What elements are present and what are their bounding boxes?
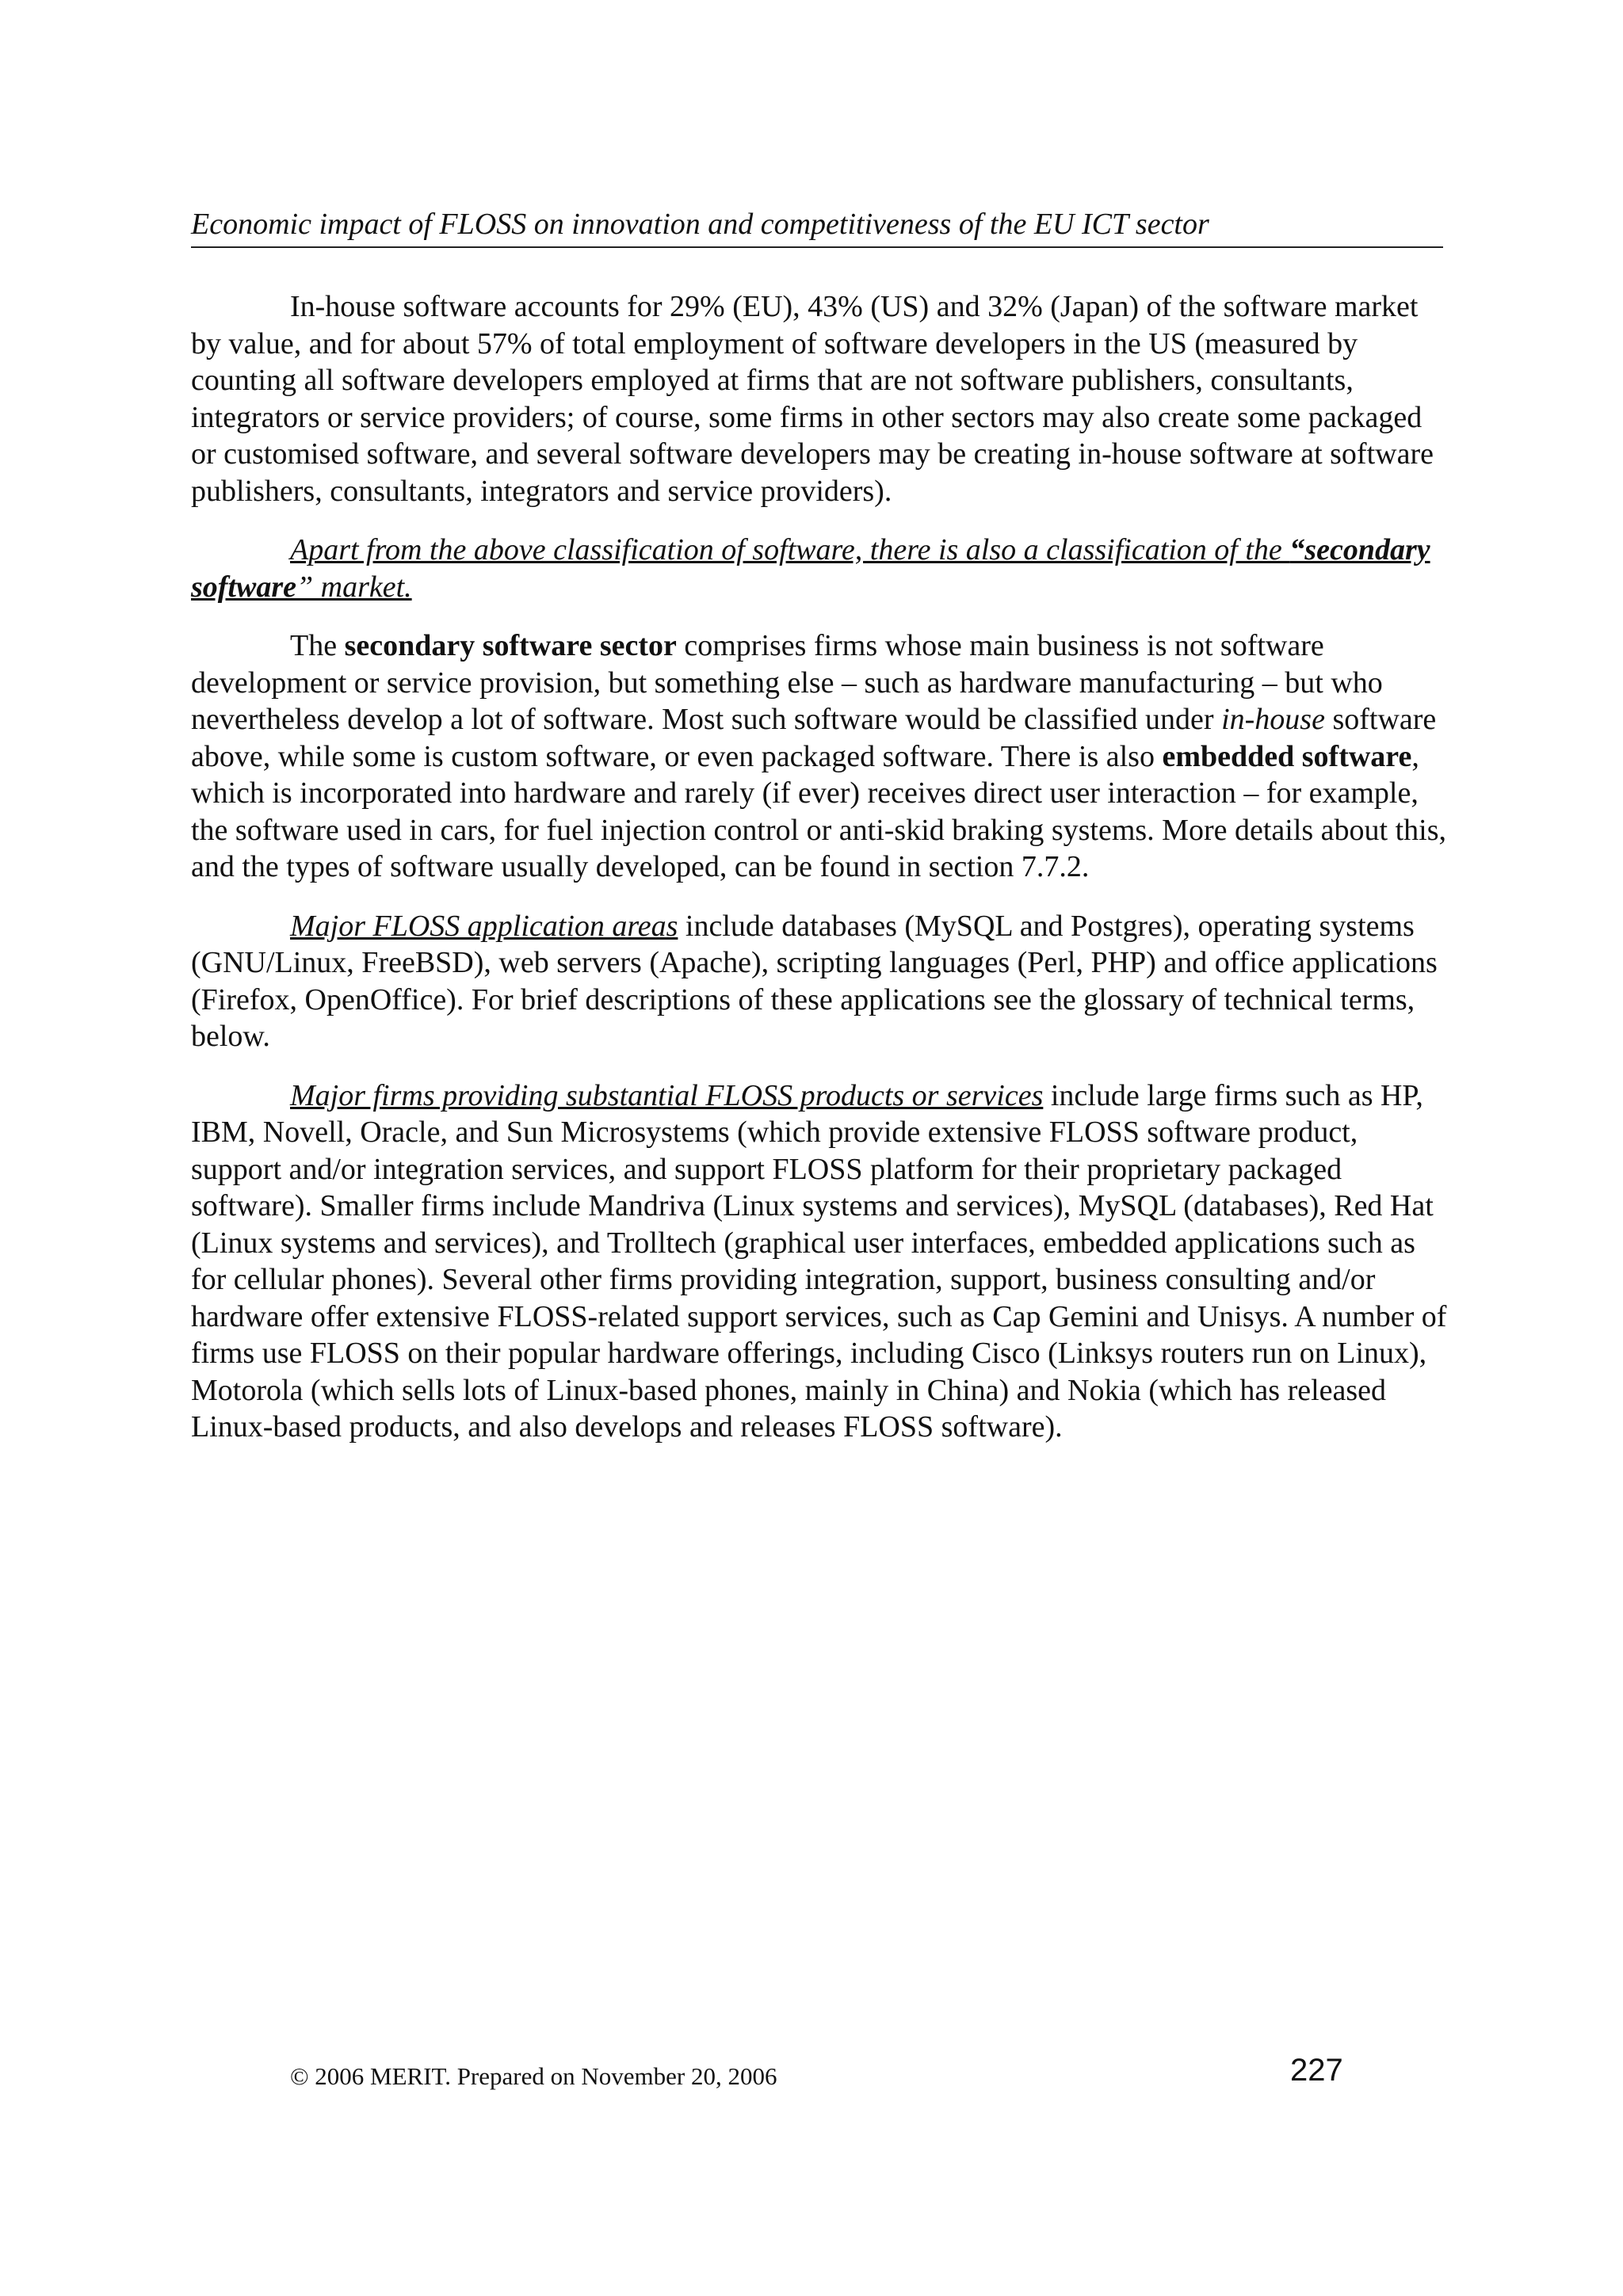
- text-run: The: [290, 629, 345, 662]
- classification-tail: ” market.: [296, 570, 412, 604]
- text-run: software above, while some is custom software, or even packaged software. There is also: [191, 703, 1437, 773]
- paragraph-major-firms: [191, 1077, 1447, 1446]
- in-house-term: in-house: [1221, 703, 1325, 736]
- text-run: comprises firms whose main business is not software development or service provision, but something else – such as hardware manufacturing – but who nevertheless develop a lot of software. Most such software would be classified under: [191, 629, 1383, 736]
- running-header: Economic impact of FLOSS on innovation and competitiveness of the EU ICT sector: [191, 204, 1443, 248]
- application-areas-lead: Major FLOSS application areas: [290, 909, 678, 943]
- page-number: 227: [1290, 2053, 1343, 2088]
- major-firms-lead: Major firms providing substantial FLOSS products or services: [290, 1078, 1044, 1112]
- embedded-software-term: embedded software: [1162, 739, 1412, 773]
- paragraph-secondary-sector: [191, 627, 1447, 886]
- text-run: include databases (MySQL and Postgres), operating systems (GNU/Linux, FreeBSD), web servers (Apache), scripting languages (Perl, PHP) and office applications (Firefox, OpenOffice). For brief descriptions of these applications see the glossary of technical terms, below.: [191, 909, 1438, 1053]
- text-run: include large firms such as HP, IBM, Novell, Oracle, and Sun Microsystems (which provide extensive FLOSS software product, support and/or integration services, and support FLOSS platform for their proprietary packaged software). Smaller firms include Mandriva (Linux systems and services), MySQL (databases), Red Hat (Linux systems and services), and Trolltech (graphical user interfaces, embedded applications such as for cellular phones). Several other firms providing integration, support, business consulting and/or hardware offer extensive FLOSS-related support services, such as Cap Gemini and Unisys. A number of firms use FLOSS on their popular hardware offerings, including Cisco (Linksys routers run on Linux), Motorola (which sells lots of Linux-based phones, mainly in China) and Nokia (which has released Linux-based products, and also develops and releases FLOSS software).: [191, 1078, 1447, 1444]
- text-run: , which is incorporated into hardware and rarely (if ever) receives direct user interaction – for example, the software used in cars, for fuel injection control or anti-skid braking systems. More details about this, and the types of software usually developed, can be found in section 7.7.2.: [191, 739, 1447, 883]
- secondary-software-term: “secondary software: [191, 533, 1430, 604]
- paragraph-in-house-software: In-house software accounts for 29% (EU), 43% (US) and 32% (Japan) of the software market by value, and for about 57% of total employment of software developers in the US (measured by counting all software developers employed at firms that are not software publishers, consultants, integrators or service providers; of course, some firms in other sectors may also create some packaged or customised software, and several software developers may be creating in-house software at software publishers, consultants, integrators and service providers).: [191, 290, 1434, 508]
- paragraph-secondary-classification: [191, 532, 1447, 605]
- paragraph-application-areas: [191, 908, 1447, 1055]
- secondary-sector-term: secondary software sector: [344, 629, 677, 662]
- body-text: [191, 288, 1447, 1468]
- footer-copyright: © 2006 MERIT. Prepared on November 20, 2006: [290, 2062, 777, 2090]
- classification-lead: Apart from the above classification of software, there is also a classification of the: [290, 533, 1290, 566]
